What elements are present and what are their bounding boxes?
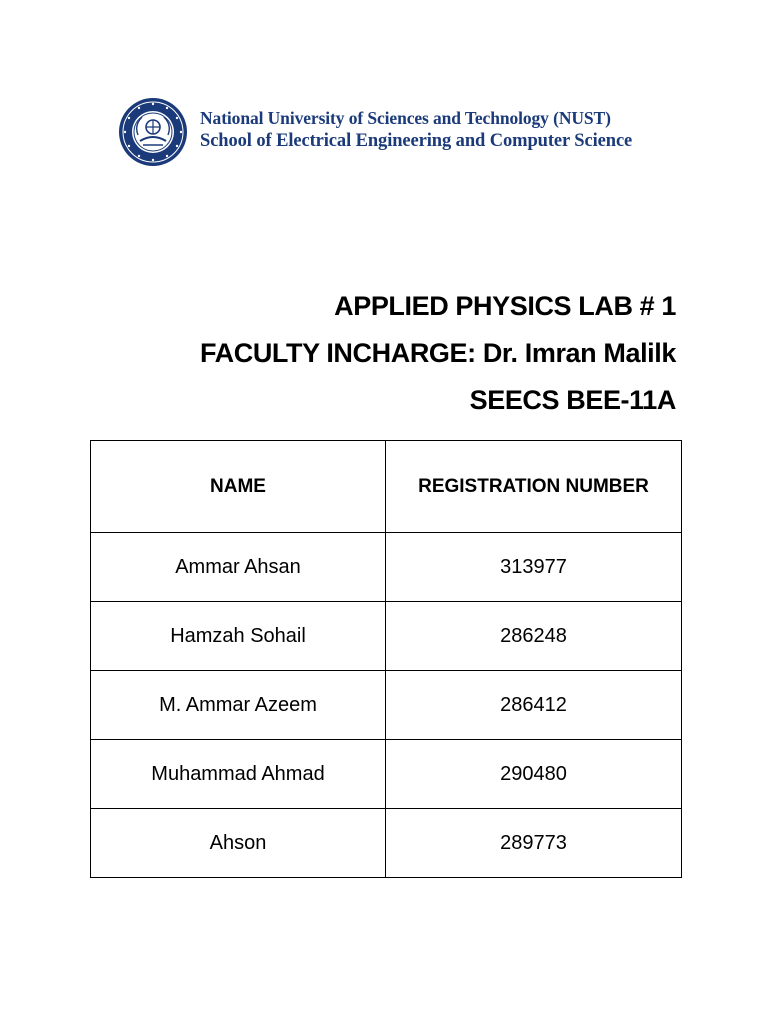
- institution-name: [200, 108, 632, 153]
- table-row: [91, 533, 682, 602]
- column-header-name: NAME: [91, 441, 386, 533]
- student-roster-table: [90, 440, 682, 878]
- institution-line-2: School of Electrical Engineering and Computer Science: [200, 131, 633, 151]
- nust-seal-logo-icon: [118, 97, 188, 167]
- student-name: Ahson: [91, 809, 386, 878]
- class-section: SEECS BEE-11A: [469, 385, 676, 415]
- document-title-block: [200, 283, 676, 424]
- lab-title: APPLIED PHYSICS LAB # 1: [334, 291, 676, 321]
- table-row: [91, 671, 682, 740]
- registration-number: 313977: [386, 533, 682, 602]
- institution-line-1: National University of Sciences and Technology (NUST): [200, 108, 611, 128]
- student-name: M. Ammar Azeem: [91, 671, 386, 740]
- registration-number: 286248: [386, 602, 682, 671]
- student-name: Muhammad Ahmad: [91, 740, 386, 809]
- table-row: [91, 809, 682, 878]
- registration-number: 289773: [386, 809, 682, 878]
- column-header-registration: REGISTRATION NUMBER: [386, 441, 682, 533]
- faculty-incharge: FACULTY INCHARGE: Dr. Imran Malilk: [200, 338, 676, 368]
- student-name: Hamzah Sohail: [91, 602, 386, 671]
- student-name: Ammar Ahsan: [91, 533, 386, 602]
- registration-number: 286412: [386, 671, 682, 740]
- registration-number: 290480: [386, 740, 682, 809]
- table-header-row: [91, 441, 682, 533]
- table-row: [91, 602, 682, 671]
- letterhead: [118, 95, 688, 171]
- table-row: [91, 740, 682, 809]
